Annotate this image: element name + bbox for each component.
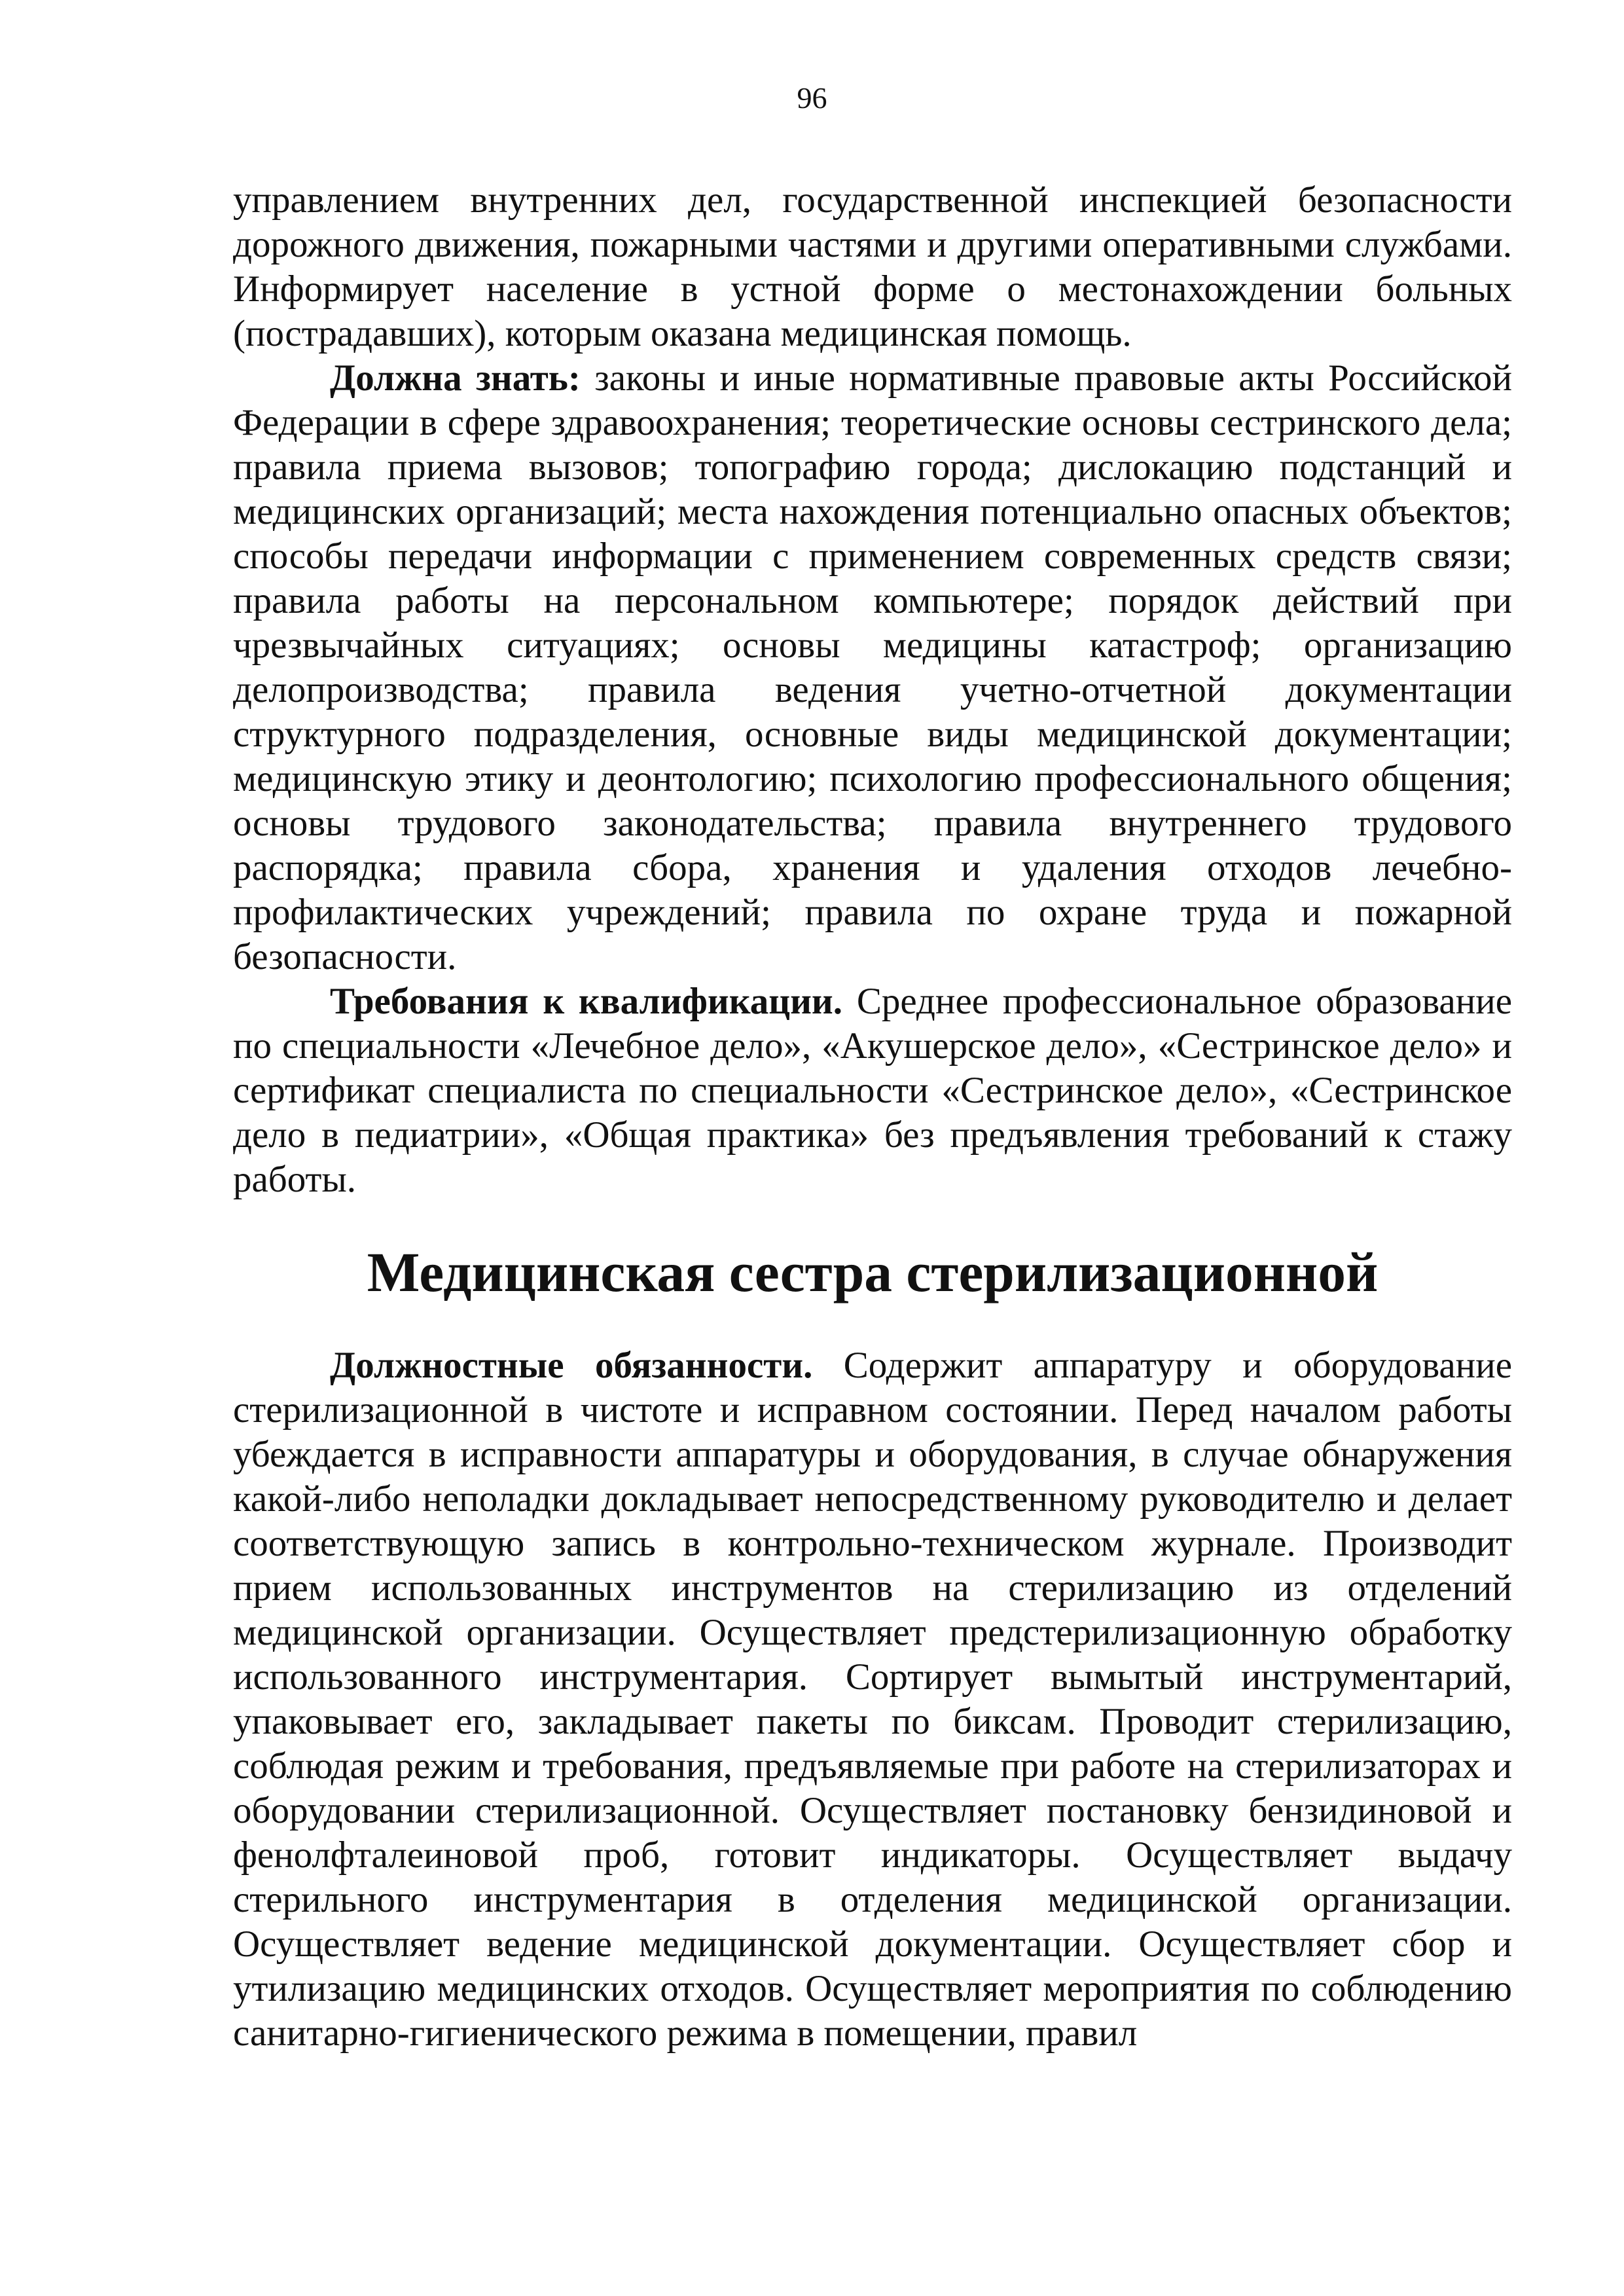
paragraph-qualification-requirements (233, 979, 1512, 1202)
paragraph-label: Должна знать: (330, 357, 581, 399)
paragraph-label: Требования к квалификации. (330, 981, 843, 1022)
paragraph-text: законы и иные нормативные правовые акты Российской Федерации в сфере здравоохранения; теоретические основы сестринского дела; правила приема вызовов; топографию города; дислокацию подстанций и медицинских организаций; места нахождения потенциально опасных объектов; способы передачи информации с применением современных средств связи; правила работы на персональном компьютере; порядок действий при чрезвычайных ситуациях; основы медицины катастроф; организацию делопроизводства; правила ведения учетно-отчетной документации структурного подразделения, основные виды медицинской документации; медицинскую этику и деонтологию; психологию профессионального общения; основы трудового законодательства; правила внутреннего трудового распорядка; правила сбора, хранения и удаления отходов лечебно-профилактических учреждений; правила по охране труда и пожарной безопасности. (233, 357, 1512, 977)
paragraph-text: Содержит аппаратуру и оборудование стерилизационной в чистоте и исправном состоянии. Перед началом работы убеждается в исправности аппаратуры и оборудования, в случае обнаружения какой-либо неполадки докладывает непосредственному руководителю и делает соответствующую запись в контрольно-техническом журнале. Производит прием использованных инструментов на стерилизацию из отделений медицинской организации. Осуществляет предстерилизационную обработку использованного инструментария. Сортирует вымытый инструментарий, упаковывает его, закладывает пакеты по биксам. Проводит стерилизацию, соблюдая режим и требования, предъявляемые при работе на стерилизаторах и оборудовании стерилизационной. Осуществляет постановку бензидиновой и фенолфталеиновой проб, готовит индикаторы. Осуществляет выдачу стерильного инструментария в отделения медицинской организации. Осуществляет ведение медицинской документации. Осуществляет сбор и утилизацию медицинских отходов. Осуществляет мероприятия по соблюдению санитарно-гигиенического режима в помещении, правил (233, 1345, 1512, 2054)
page-number: 96 (797, 81, 827, 115)
paragraph-must-know (233, 356, 1512, 979)
document-body (233, 178, 1512, 2056)
paragraph-text: управлением внутренних дел, государственной инспекцией безопасности дорожного движения, пожарными частями и другими оперативными службами. Информирует население в устной форме о местонахождении больных (пострадавших), которым оказана медицинская помощь. (233, 179, 1512, 354)
paragraph-job-duties (233, 1343, 1512, 2056)
paragraph-label: Должностные обязанности. (330, 1345, 813, 1386)
section-heading: Медицинская сестра стерилизационной (367, 1242, 1379, 1303)
paragraph-text: Среднее профессиональное образование по специальности «Лечебное дело», «Акушерское дело», «Сестринское дело» и сертификат специалиста по специальности «Сестринское дело», «Сестринское дело в педиатрии», «Общая практика» без предъявления требований к стажу работы. (233, 981, 1512, 1200)
paragraph-continuation (233, 178, 1512, 356)
